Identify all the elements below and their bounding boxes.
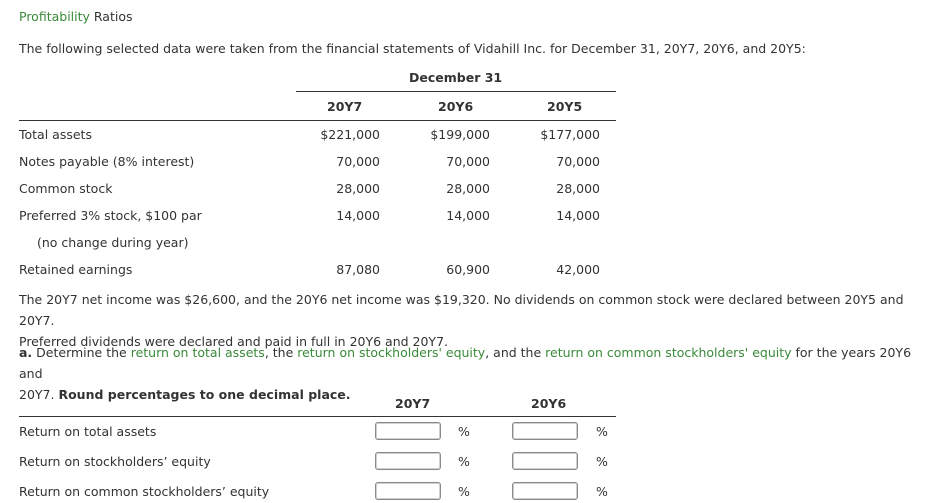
intro-text: The following selected data were taken from the financial statements of Vidahill Inc. for December 31, 20Y7, 20Y6, and 20Y5: [19, 41, 806, 56]
cell-value: 60,900 [446, 262, 490, 277]
answer-row-label: Return on common stockholders’ equity [19, 484, 270, 499]
cell-value: 14,000 [336, 208, 380, 223]
question-text: 20Y7. [19, 387, 59, 402]
note-line-2: Preferred dividends were declared and paid in full in 20Y6 and 20Y7. [19, 334, 448, 349]
cell-value: 42,000 [556, 262, 600, 277]
cell-value: 70,000 [446, 154, 490, 169]
page-title [19, 9, 133, 24]
question-text: , the [264, 345, 298, 360]
cell-value: 14,000 [446, 208, 490, 223]
link-return-on-common-stockholders-equity[interactable]: return on common stockholders' equity [545, 345, 792, 360]
title-link[interactable]: Profitability [19, 9, 90, 24]
cell-value: $199,000 [430, 127, 490, 142]
cell-value: 28,000 [556, 181, 600, 196]
percent-sign: % [596, 454, 608, 469]
link-return-on-stockholders-equity[interactable]: return on stockholders' equity [297, 345, 486, 360]
cell-value: 14,000 [556, 208, 600, 223]
return-on-total-assets-20y7-input[interactable] [375, 422, 441, 440]
col-header-20y6: 20Y6 [438, 99, 474, 114]
row-label: Common stock [19, 181, 113, 196]
group-underline [296, 91, 616, 92]
note-line-1: The 20Y7 net income was $26,600, and the 20Y6 net income was $19,320. No dividends on common stock were declared between 20Y5 and 20Y7. [19, 292, 904, 328]
row-label: Preferred 3% stock, $100 par [19, 208, 202, 223]
percent-sign: % [458, 454, 470, 469]
cell-value: 28,000 [336, 181, 380, 196]
cell-value: $221,000 [320, 127, 380, 142]
col-header-20y7: 20Y7 [327, 99, 363, 114]
question-paragraph [19, 342, 914, 405]
percent-sign: % [596, 484, 608, 499]
title-rest: Ratios [89, 9, 133, 24]
return-on-stockholders-equity-20y6-input[interactable] [512, 452, 578, 470]
question-prefix: a. [19, 345, 33, 360]
answer-header-underline [19, 416, 616, 417]
cell-value: 28,000 [446, 181, 490, 196]
row-label: Retained earnings [19, 262, 133, 277]
answer-col-header-20y7: 20Y7 [395, 396, 431, 411]
answer-col-header-20y6: 20Y6 [531, 396, 567, 411]
percent-sign: % [458, 484, 470, 499]
row-label-sub: (no change during year) [37, 235, 189, 250]
row-label: Total assets [19, 127, 92, 142]
return-on-stockholders-equity-20y7-input[interactable] [375, 452, 441, 470]
cell-value: 70,000 [336, 154, 380, 169]
answer-row-label: Return on stockholders’ equity [19, 454, 211, 469]
question-text: for the years 20Y6 and [19, 345, 912, 381]
return-on-common-stockholders-equity-20y7-input[interactable] [375, 482, 441, 500]
row-label: Notes payable (8% interest) [19, 154, 195, 169]
cell-value: $177,000 [540, 127, 600, 142]
return-on-common-stockholders-equity-20y6-input[interactable] [512, 482, 578, 500]
question-line-1 [19, 342, 914, 384]
rounding-instruction: Round percentages to one decimal place. [58, 387, 351, 402]
col-header-20y5: 20Y5 [547, 99, 583, 114]
percent-sign: % [596, 424, 608, 439]
header-underline [19, 120, 616, 121]
question-line-2 [19, 384, 914, 405]
return-on-total-assets-20y6-input[interactable] [512, 422, 578, 440]
question-text: , and the [485, 345, 546, 360]
question-text: Determine the [32, 345, 131, 360]
cell-value: 87,080 [336, 262, 380, 277]
link-return-on-total-assets[interactable]: return on total assets [130, 345, 265, 360]
answer-row-label: Return on total assets [19, 424, 157, 439]
table-group-header: December 31 [409, 70, 503, 85]
percent-sign: % [458, 424, 470, 439]
cell-value: 70,000 [556, 154, 600, 169]
